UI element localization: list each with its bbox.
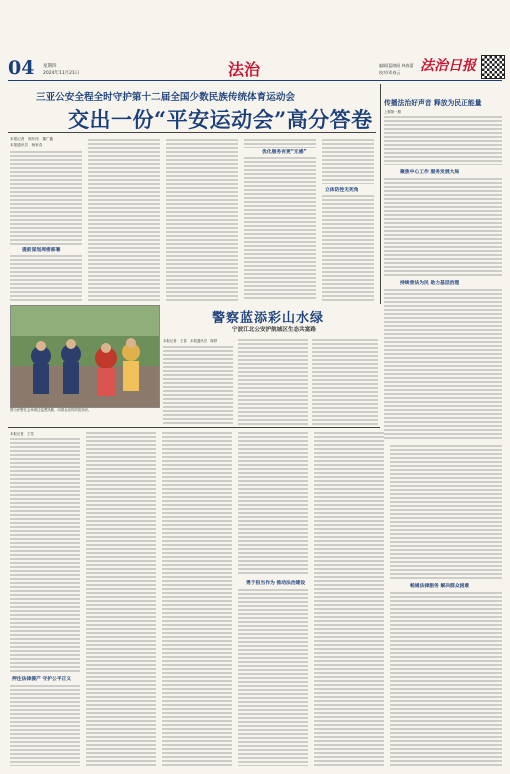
news-photo <box>10 305 160 408</box>
lead-byline-1: 本报记者 邢东伟 董广鑫 <box>10 137 54 141</box>
qr-code-icon <box>481 55 505 79</box>
right-subhead-1: 聚焦中心工作 服务发展大局 <box>400 170 460 175</box>
photo-scene <box>11 306 159 407</box>
editor-line-2: 校对/邓春云 <box>379 70 401 75</box>
lower-column-6a <box>390 444 502 580</box>
feature-column-2 <box>238 338 308 425</box>
lower-column-6b <box>390 591 502 766</box>
lower-column-4b <box>238 588 308 766</box>
lead-column-4a <box>244 138 316 148</box>
lower-column-2 <box>86 431 156 766</box>
lead-column-5a <box>322 138 374 184</box>
right-column-text-1 <box>384 115 502 165</box>
lead-column-4b <box>244 156 316 301</box>
right-byline: 上期第一期 <box>384 110 401 114</box>
weekday: 星期四 <box>43 64 57 69</box>
lead-headline: 交出一份“平安运动会”高分答卷 <box>68 107 373 132</box>
right-column-text-2 <box>384 177 502 277</box>
feature-column-3 <box>312 338 378 425</box>
page-number: 04 <box>8 57 35 79</box>
lead-subhead-3: 立体防控无死角 <box>325 188 359 193</box>
lead-subhead-2: 提前谋划周密部署 <box>22 248 61 253</box>
right-subhead-2: 持续普法为民 助力基层治理 <box>400 281 460 286</box>
feature-headline: 警察蓝添彩山水绿 <box>212 311 325 326</box>
masthead-rule <box>8 80 502 81</box>
lower-column-5 <box>314 431 384 766</box>
lower-column-4a <box>238 431 308 576</box>
paper-name-logo: 法治日报 <box>420 58 476 74</box>
lead-column-1 <box>10 150 82 246</box>
feature-byline: 本报记者 王春 本报通讯员 陈婷 <box>163 339 218 343</box>
photo-caption: 图为民警在会场周边巡逻执勤，向群众宣传防范知识。 <box>10 408 92 412</box>
right-column-text-3 <box>384 288 502 440</box>
editor-line-1: 编辑/蓝晓阳 林春蕾 <box>379 63 414 68</box>
lower-left-byline: 本报记者 王雪 <box>10 432 34 436</box>
lower-left-subhead: 押注法律援产 守护公平正义 <box>12 677 72 682</box>
lead-column-5b <box>322 194 374 301</box>
lower-middle-subhead: 勇于担当作为 推动法治建设 <box>246 581 306 586</box>
issue-date: 2024年11月21日 <box>43 71 80 76</box>
section-rule <box>8 427 380 428</box>
lead-column-2 <box>88 138 160 301</box>
lead-rule <box>8 132 376 133</box>
section-title: 法治 <box>228 60 261 79</box>
lower-column-1 <box>10 437 80 672</box>
lead-byline-2: 本报通讯员 杨家奇 <box>10 143 43 147</box>
right-column-divider <box>380 84 381 304</box>
lead-column-3 <box>166 138 238 301</box>
lower-right-subhead: 畅通法律服务 解决群众困难 <box>410 584 470 589</box>
lead-column-1b <box>10 254 82 302</box>
lower-column-3 <box>162 431 232 766</box>
feature-subheadline: 宁波江北公安护航城区生态共富路 <box>232 327 316 333</box>
right-headline: 传播法治好声音 释放为民正能量 <box>384 99 482 107</box>
lower-column-1b <box>10 684 80 766</box>
lead-subhead-1: 优化服务有更“无感” <box>262 150 307 155</box>
feature-column-1 <box>163 345 233 425</box>
lead-kicker: 三亚公安全程全时守护第十二届全国少数民族传统体育运动会 <box>36 92 296 103</box>
